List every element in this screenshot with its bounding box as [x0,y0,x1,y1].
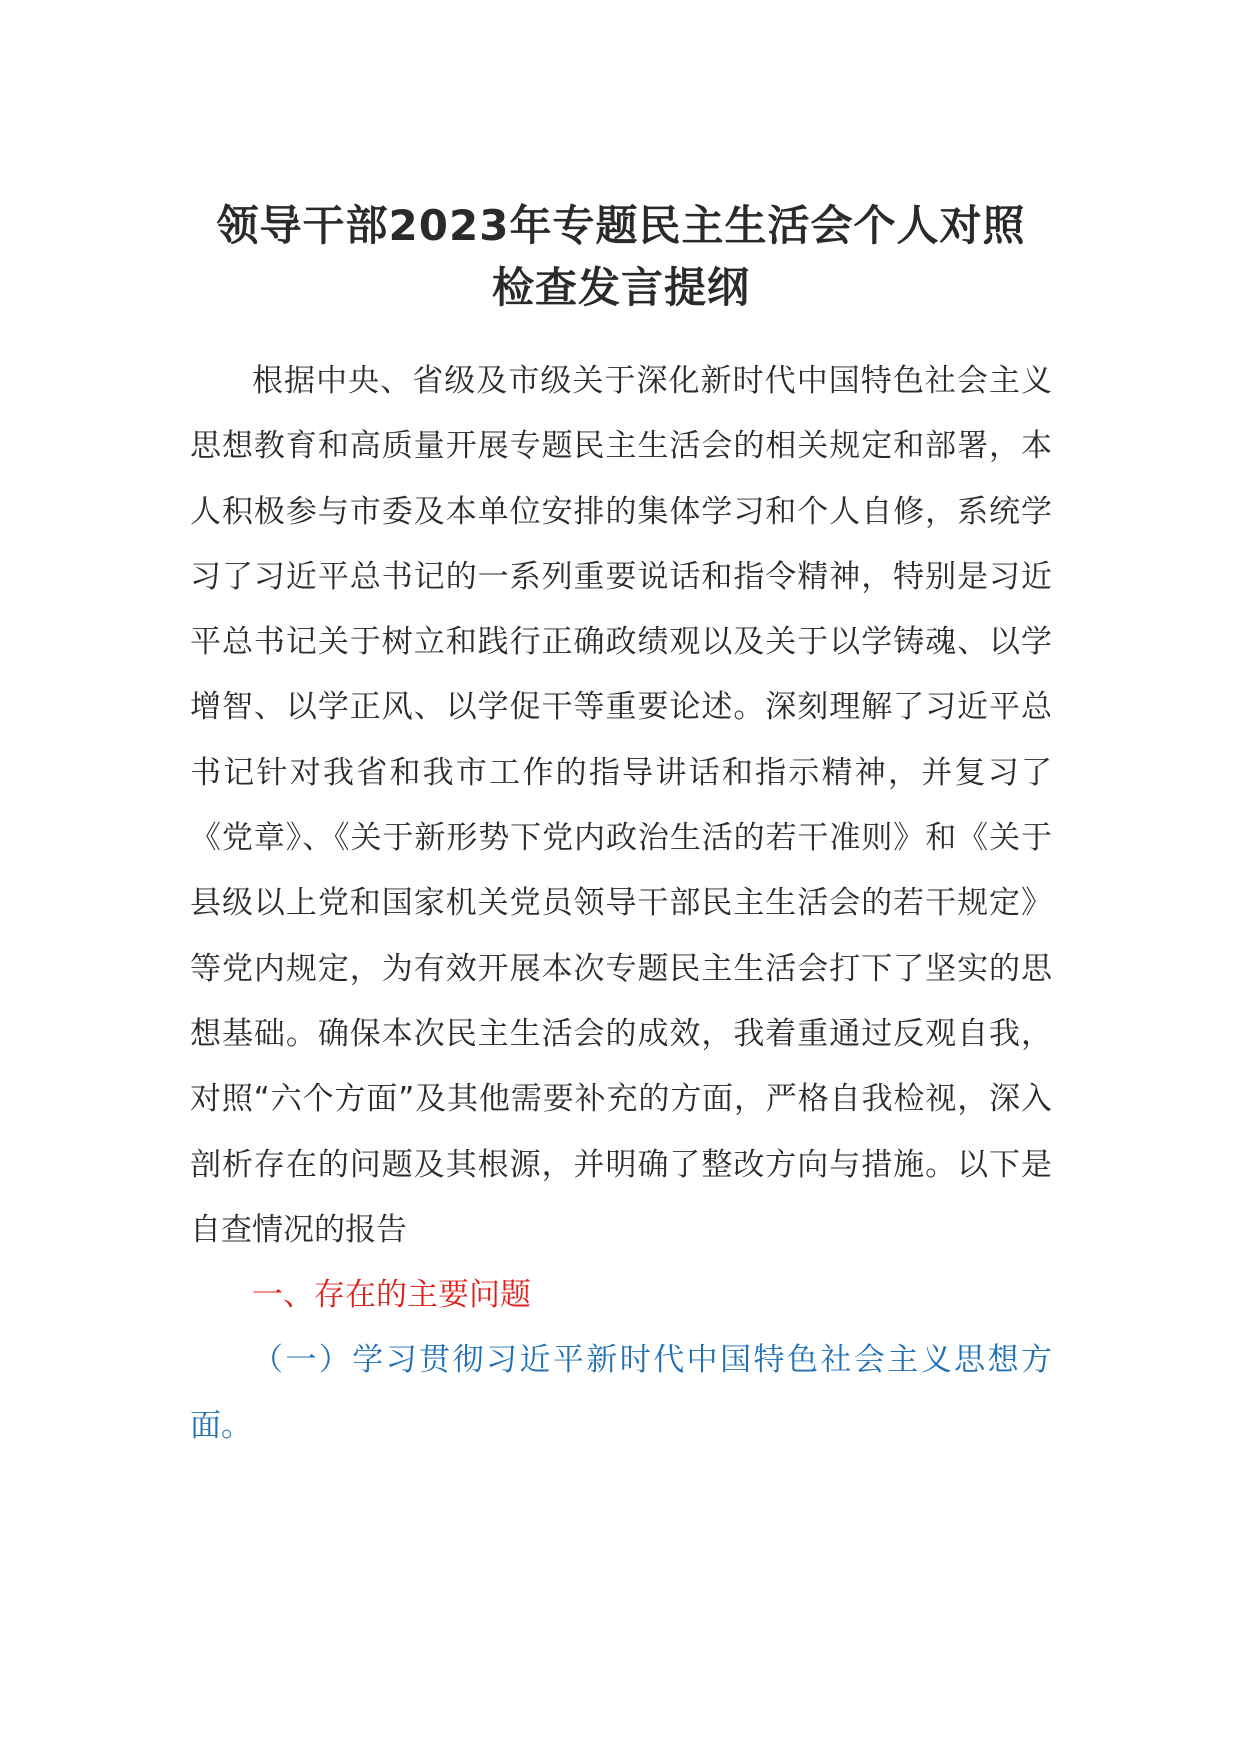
document-page [190,195,1052,1459]
document-title-line-1: 领导干部2023年专题民主生活会个人对照 [216,201,1026,250]
section-heading-main-problems: 一、存在的主要问题 [252,1277,531,1314]
document-title-line-2: 检查发言提纲 [491,263,750,312]
document-title [190,195,1052,319]
intro-paragraph: 根据中央、省级及市级关于深化新时代中国特色社会主义思想教育和高质量开展专题民主生活会的相关规定和部署，本人积极参与市委及本单位安排的集体学习和个人自修，系统学习了习近平总书记的一系列重要说话和指令精神，特别是习近平总书记关于树立和践行正确政绩观以及关于以学铸魂、以学增智、以学正风、以学促干等重要论述。深刻理解了习近平总书记针对我省和我市工作的指导讲话和指示精神，并复习了《党章》、《关于新形势下党内政治生活的若干准则》和《关于县级以上党和国家机关党员领导干部民主生活会的若干规定》等党内规定，为有效开展本次专题民主生活会打下了坚实的思想基础。确保本次民主生活会的成效，我着重通过反观自我，对照“六个方面”及其他需要补充的方面，严格自我检视，深入剖析存在的问题及其根源，并明确了整改方向与措施。以下是自查情况的报告 [190,363,1052,1248]
subsection-heading-study-thought: （一）学习贯彻习近平新时代中国特色社会主义思想方面。 [190,1342,1052,1444]
